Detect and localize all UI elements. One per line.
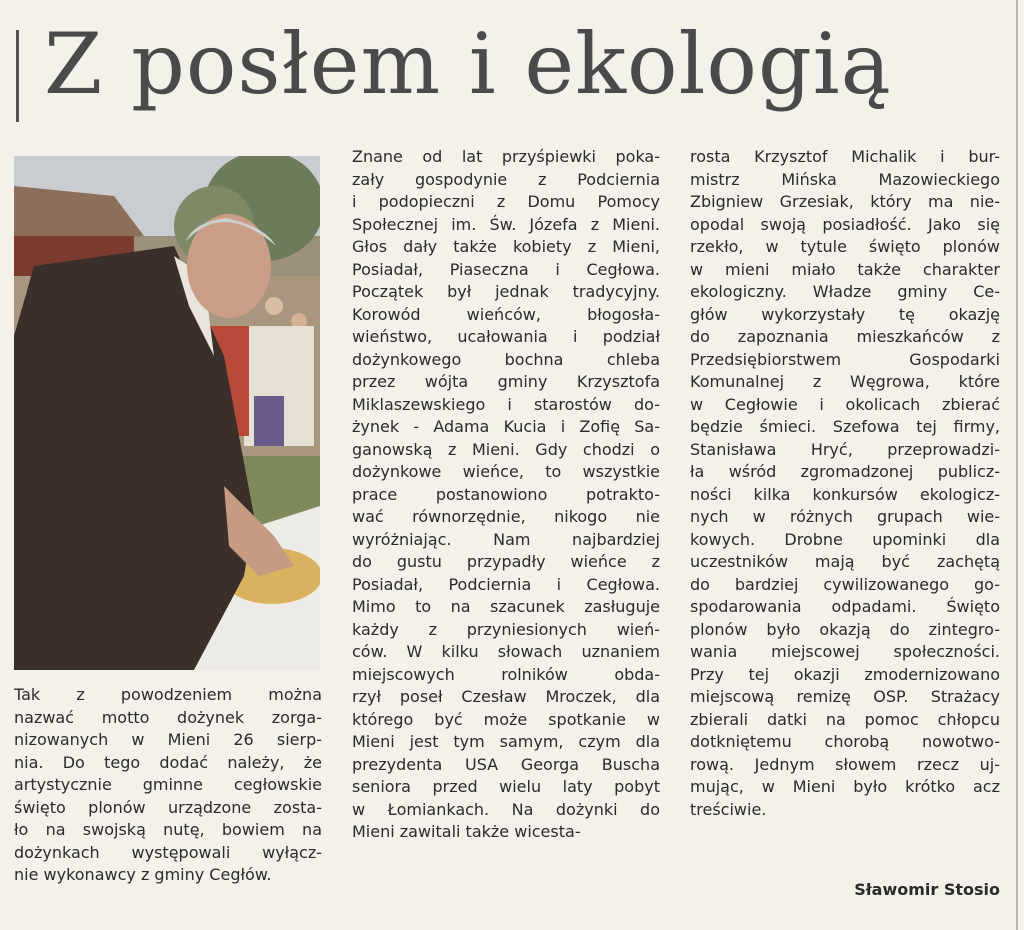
article-line: ców. W kilku słowach uznaniem (352, 642, 660, 661)
article-line: wieństwo, ucałowania i podział (352, 327, 660, 346)
article-line: prace postanowiono potrakto- (352, 484, 660, 504)
article-line: przez wójta gminy Krzysztofa (352, 372, 660, 391)
article-line: głów wykorzystały tę okazję (690, 304, 1000, 324)
article-line: dożynkowe wieńce, to wszystkie (352, 462, 660, 481)
article-line: plonów było okazją do zintegro- (690, 619, 1000, 639)
article-column-1 (14, 684, 322, 887)
article-line: nia. Do tego dodać należy, że (14, 752, 322, 772)
article-line: Głos dały także kobiety z Mieni, (352, 237, 660, 256)
article-line: Znane od lat przyśpiewki poka- (352, 147, 660, 166)
article-line: spodarowania odpadami. Święto (690, 597, 1000, 616)
article-line: Zbigniew Grzesiak, który ma nie- (690, 192, 1000, 211)
article-line: wania miejscowej społeczności. (690, 642, 1000, 661)
article-line: w Cegłowie i okolicach zbierać (690, 394, 1000, 414)
article-column-2 (352, 146, 660, 844)
article-line: treściwie. (690, 799, 767, 819)
article-line: nizowanych w Mieni 26 sierp- (14, 730, 322, 749)
article-line: Przedsiębiorstwem Gospodarki (690, 349, 1000, 369)
article-line: uczestników mają być zachętą (690, 552, 1000, 571)
article-line: ła wśród zgromadzonej publicz- (690, 462, 1000, 481)
article-line: dożynkach występowali wyłącz- (14, 842, 322, 862)
article-line: którego być może spotkanie w (352, 709, 660, 729)
article-line: Mieni jest tym samym, czym dla (352, 732, 660, 751)
article-line: seniora przed wielu laty pobyt (352, 777, 660, 796)
article-line: Początek był jednak tradycyjny. (352, 282, 660, 301)
article-line: w Łomiankach. Na dożynki do (352, 799, 660, 819)
article-line: wać równorzędnie, nikogo nie (352, 507, 660, 526)
article-headline: Z posłem i ekologią (44, 15, 892, 113)
article-line: rosta Krzysztof Michalik i bur- (690, 147, 1000, 166)
article-line: opodal swoją posiadłość. Jako się (690, 214, 1000, 234)
headline-rule (16, 30, 19, 122)
article-line: i podopieczni z Domu Pomocy (352, 192, 660, 211)
article-line: rzył poseł Czesław Mroczek, dla (352, 687, 660, 706)
article-line: Przy tej okazji zmodernizowano (690, 664, 1000, 684)
article-line: Stanisława Hryć, przeprowadzi- (690, 439, 1000, 459)
article-line: Korowód wieńców, błogosła- (352, 304, 660, 324)
article-line: artystycznie gminne cegłowskie (14, 775, 322, 794)
article-line: do bardziej cywilizowanego go- (690, 574, 1000, 594)
photo-illustration (14, 156, 320, 670)
article-line: każdy z przyniesionych wień- (352, 619, 660, 639)
article-line: nych w różnych grupach wie- (690, 507, 1000, 526)
article-line: miejscową remizę OSP. Strażacy (690, 687, 1000, 706)
article-line: ekologiczny. Władze gminy Ce- (690, 282, 1000, 301)
article-line: prezydenta USA Georga Buscha (352, 754, 660, 774)
article-line: ło na swojską nutę, bowiem na (14, 820, 322, 839)
article-line: święto plonów urządzone zosta- (14, 797, 322, 817)
article-line: Miklaszewskiego i starostów do- (352, 394, 660, 414)
article-line: Mieni zawitali także wicesta- (352, 822, 581, 841)
article-line: zbierali datki na pomoc chłopcu (690, 709, 1000, 729)
article-author: Sławomir Stosio (854, 880, 1000, 899)
article-line: rową. Jednym słowem rzecz uj- (690, 754, 1000, 774)
article-line: Tak z powodzeniem można (14, 685, 322, 704)
article-line: Komunalnej z Węgrowa, które (690, 372, 1000, 391)
page-edge-rule (1016, 0, 1018, 930)
article-line: Posiadał, Podciernia i Cegłowa. (352, 574, 660, 594)
article-line: żynek - Adama Kucia i Zofię Sa- (352, 417, 660, 436)
article-line: ganowską z Mieni. Gdy chodzi o (352, 439, 660, 459)
article-line: do zapoznania mieszkańców z (690, 327, 1000, 346)
article-line: mując, w Mieni było krótko acz (690, 777, 1000, 796)
article-line: mistrz Mińska Mazowieckiego (690, 169, 1000, 189)
article-column-3 (690, 146, 1000, 821)
article-line: dotkniętemu chorobą nowotwo- (690, 732, 1000, 751)
article-line: Społecznej im. Św. Józefa z Mieni. (352, 214, 660, 234)
harvest-festival-photo (14, 156, 320, 670)
article-line: kowych. Drobne upominki dla (690, 529, 1000, 549)
article-line: nazwać motto dożynek zorga- (14, 707, 322, 727)
article-line: Mimo to na szacunek zasługuje (352, 597, 660, 616)
article-line: Posiadał, Piaseczna i Cegłowa. (352, 259, 660, 279)
article-line: dożynkowego bochna chleba (352, 349, 660, 369)
article-line: rzekło, w tytule święto plonów (690, 237, 1000, 256)
article-line: do gustu przypadły wieńce z (352, 552, 660, 571)
article-line: w mieni miało także charakter (690, 259, 1000, 279)
article-line: zały gospodynie z Podciernia (352, 169, 660, 189)
article-line: będzie śmieci. Szefowa tej firmy, (690, 417, 1000, 436)
article-line: nie wykonawcy z gminy Cegłów. (14, 865, 272, 884)
article-line: ności kilka konkursów ekologicz- (690, 484, 1000, 504)
article-line: wyróżniając. Nam najbardziej (352, 529, 660, 549)
article-line: miejscowych rolników obda- (352, 664, 660, 684)
